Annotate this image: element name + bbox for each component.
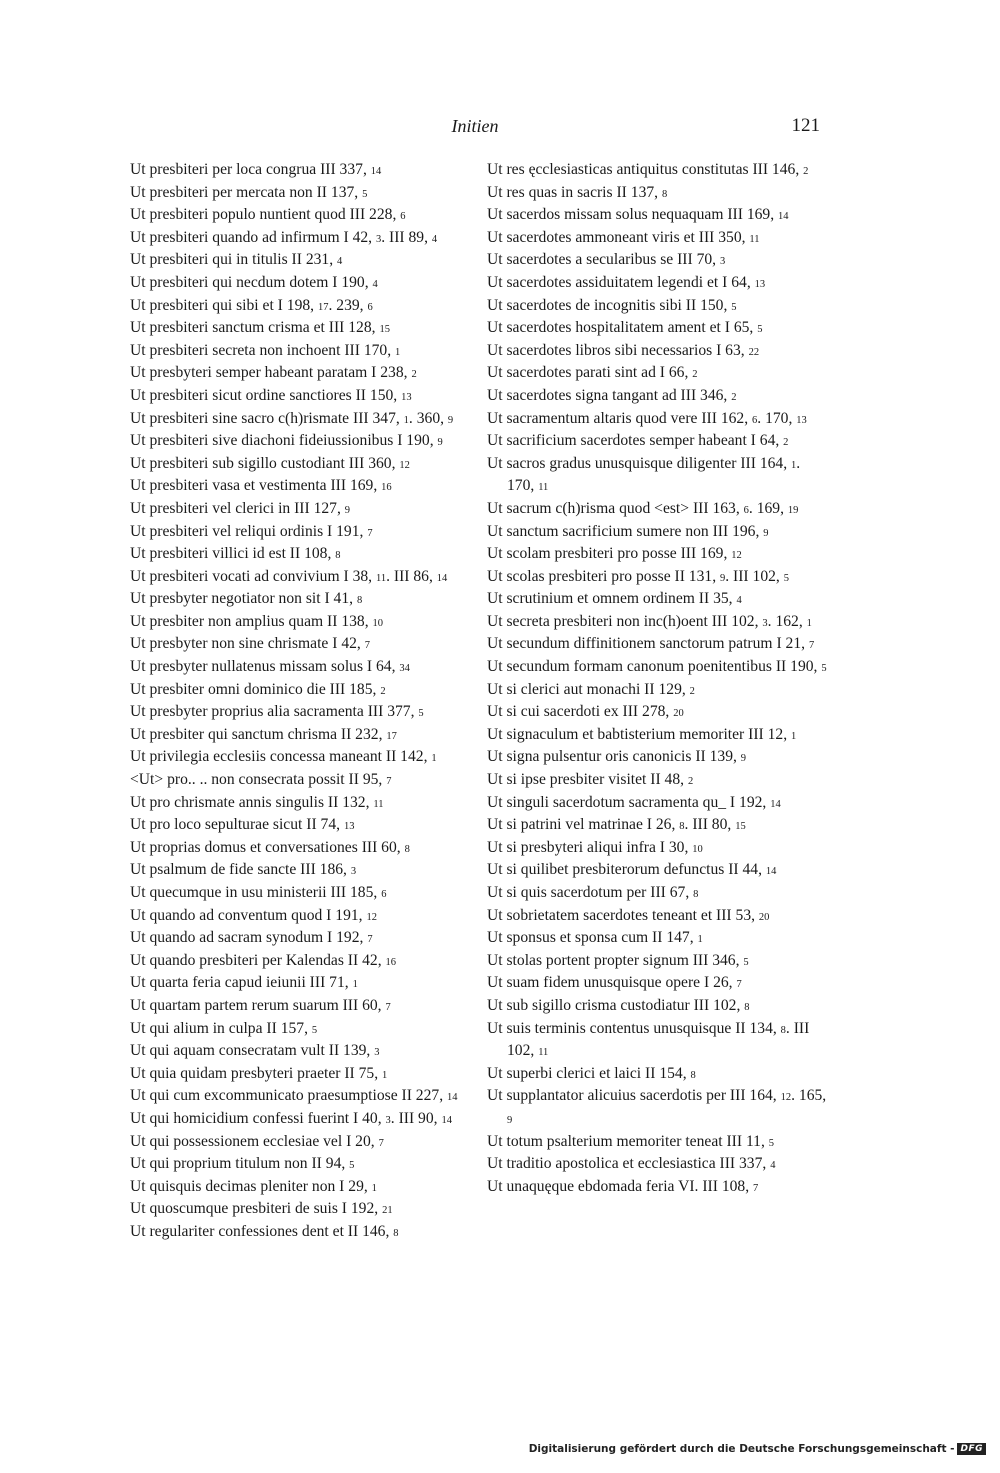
entry-line-number: 1 [431,753,437,765]
entry-text: Ut secundum diffinitionem sanctorum patrum I 21, [487,635,809,653]
entry-text: Ut sacerdotes libros sibi necessarios I 63, [487,341,749,359]
entry-line-number: 17 [317,301,329,313]
entry-text: Ut sacerdotes a secularibus se III 70, [487,251,720,269]
entry-line-number: 2 [783,437,789,449]
entry-text: <Ut> pro.. .. non consecrata possit II 95, [130,771,387,789]
entry-continuation: . 169, 19 [748,499,799,517]
index-entry [130,250,470,273]
entry-text: Ut res ęcclesiasticas antiquitus constitutas III 146, [487,161,804,178]
index-entry [130,928,470,951]
entry-line-number: 3 [375,233,382,245]
index-entry [487,1132,827,1155]
funding-text: Digitalisierung gefördert durch die Deutsche Forschungsgemeinschaft - [528,1443,955,1455]
entry-line-number: 12 [366,911,377,923]
index-entry [487,951,827,974]
entry-text: Ut si clerici aut monachi II 129, [487,680,690,698]
entry-line-number: 3 [719,256,726,268]
entry-text: Ut totum psalterium memoriter teneat III 11, [487,1132,769,1150]
index-column-right [487,160,827,1199]
entry-line-number: 1 [352,979,358,991]
entry-text: Ut sacros gradus unusquisque diligenter III 164, [487,454,792,472]
entry-text: Ut sacerdotes assiduitatem legendi et I 64, [487,273,755,291]
entry-line-number: 17 [386,730,397,742]
index-entry [487,409,827,432]
entry-line-number: 8 [690,1069,696,1081]
entry-line-number: 12 [731,550,742,562]
entry-continuation: . 170, 13 [757,409,807,427]
dfg-logo: DFG [957,1443,986,1455]
index-entry [487,860,827,883]
entry-line-number: 22 [748,346,760,358]
entry-text: Ut presbiter non amplius quam II 138, [130,612,373,630]
entry-text: Ut presbiteri populo nuntient quod III 228, [130,206,401,224]
entry-text: Ut sub sigillo crisma custodiatur III 102, [487,996,745,1014]
entry-continuation: . III 102, 5 [725,567,789,585]
index-entry [130,860,470,883]
entry-line-number: 1 [371,1182,377,1194]
index-entry [487,1177,827,1200]
index-entry [487,296,827,319]
entry-text: Ut si quis sacerdotum per III 67, [487,884,694,901]
index-entry [487,906,827,929]
entry-text: Ut qui aquam consecratam vult II 139, [130,1042,375,1060]
entry-text: Ut presbiteri vasa et vestimenta III 169, [130,477,382,495]
index-entry [487,680,827,703]
entry-text: Ut presbiteri per loca congrua III 337, [130,161,371,178]
entry-line-number: 7 [808,640,815,652]
entry-line-number: 1 [791,730,797,742]
entry-text: Ut quartam partem rerum suarum III 60, [130,996,386,1014]
index-entry [130,296,470,319]
entry-line-number: 1 [791,459,797,471]
entry-line-number: 12 [399,459,410,471]
entry-line-number: 2 [689,685,695,697]
entry-text: Ut quando presbiteri per Kalendas II 42, [130,951,386,969]
entry-line-number: 2 [803,166,809,177]
index-entry [130,454,470,477]
entry-text: Ut sacrificium sacerdotes semper habeant I 64, [487,432,784,450]
index-entry [487,250,827,273]
entry-text: Ut supplantator alicuius sacerdotis per III 164, [487,1087,781,1105]
entry-text: Ut scolas presbiteri pro posse II 131, [487,567,720,585]
entry-text: Ut sacramentum altaris quod vere III 162, [487,409,753,427]
entry-text: Ut stolas portent propter signum III 346, [487,951,744,969]
entry-text: Ut presbyteri semper habeant paratam I 238, [130,364,412,382]
entry-text: Ut secundum formam canonum poenitentibus II 190, [487,658,822,676]
entry-line-number: 11 [373,798,384,810]
entry-line-number: 5 [743,956,749,968]
index-entry [130,838,470,861]
entry-line-number: 2 [687,776,694,788]
entry-line-number: 1 [697,934,703,946]
index-entry [130,634,470,657]
entry-text: Ut sacerdotes signa tangant ad III 346, [487,386,732,404]
entry-text: Ut sacrum c(h)risma quod <est> III 163, [487,499,744,517]
entry-line-number: 2 [380,685,386,697]
entry-line-number: 9 [437,437,443,449]
entry-line-number: 4 [770,1160,776,1172]
index-entry [487,522,827,545]
entry-text: Ut sacerdos missam solus nequaquam III 169, [487,206,779,224]
index-entry [130,522,470,545]
entry-line-number: 10 [372,617,384,629]
index-entry [130,1041,470,1064]
index-entry [130,1132,470,1155]
index-entry [130,273,470,296]
entry-text: Ut proprias domus et conversationes III 60, [130,838,405,856]
entry-text: Ut presbiter qui sanctum chrisma II 232, [130,725,387,743]
entry-text: Ut si quilibet presbiterorum defunctus II 44, [487,861,766,879]
entry-line-number: 2 [692,369,698,381]
entry-continuation: . III 80, 15 [684,816,746,834]
entry-continuation: . 239, 6 [328,296,373,314]
entry-text: Ut signaculum et babtisterium memoriter III 12, [487,725,792,743]
index-entry [130,680,470,703]
entry-text: Ut secreta presbiteri non inc(h)oent III 102, [487,612,763,630]
entry-line-number: 8 [393,1227,399,1239]
entry-line-number: 7 [367,527,373,539]
entry-continuation: . 360, 9 [408,409,454,427]
entry-line-number: 8 [661,188,668,200]
entry-text: Ut sanctum sacrificium sumere non III 196, [487,522,764,540]
entry-continuation: . III 89, 4 [381,228,438,246]
entry-text: Ut signa pulsentur oris canonicis II 139, [487,748,741,766]
index-entry [130,1086,470,1109]
entry-line-number: 7 [736,979,742,991]
entry-text: Ut scrutinium et omnem ordinem II 35, [487,590,737,608]
running-header [130,112,820,142]
index-entry [130,1177,470,1200]
entry-line-number: 8 [356,595,363,607]
entry-text: Ut quarta feria capud ieiunii III 71, [130,974,353,992]
entry-text: Ut scolam presbiteri pro posse III 169, [487,545,732,563]
entry-line-number: 10 [692,843,703,855]
index-entry [487,1154,827,1177]
index-entry [130,725,470,748]
index-entry [487,928,827,951]
entry-text: Ut res quas in sacris II 137, [487,183,662,201]
entry-text: Ut sobrietatem sacerdotes teneant et III 53, [487,906,759,924]
entry-text: Ut presbiteri qui sibi et I 198, [130,296,318,314]
entry-text: Ut presbiteri sine sacro c(h)rismate III 347, [130,409,404,427]
entry-line-number: 13 [343,821,355,833]
index-entry [487,228,827,251]
entry-line-number: 3 [374,1047,380,1059]
entry-text: Ut presbyter nullatenus missam solus I 64, [130,658,400,676]
entry-line-number: 8 [335,550,341,562]
entry-text: Ut sacerdotes de incognitis sibi II 150, [487,296,732,314]
entry-text: Ut presbiteri sive diachoni fideiussionibus I 190, [130,432,438,450]
entry-line-number: 7 [367,934,373,946]
index-entry [487,205,827,228]
entry-line-number: 5 [821,663,827,675]
index-entry [487,454,827,499]
index-entry [487,431,827,454]
entry-text: Ut pro chrismate annis singulis II 132, [130,793,374,811]
index-entry [487,499,827,522]
index-entry [130,1064,470,1087]
index-entry [487,544,827,567]
entry-text: Ut presbiteri vel clerici in III 127, [130,499,345,517]
entry-line-number: 6 [743,504,749,516]
index-entry [130,205,470,228]
entry-text: Ut quecumque in usu ministerii III 185, [130,884,382,901]
entry-line-number: 11 [749,233,760,245]
index-entry [487,1019,827,1064]
entry-continuation: . III 90, 14 [390,1109,452,1127]
entry-text: Ut presbiteri vel reliqui ordinis I 191, [130,522,368,540]
entry-line-number: 8 [679,821,685,833]
entry-line-number: 5 [362,188,368,200]
index-entry [130,341,470,364]
index-entry [130,815,470,838]
entry-line-number: 15 [379,324,390,336]
entry-line-number: 3 [385,1114,391,1126]
entry-line-number: 20 [758,911,770,923]
entry-text: Ut quando ad sacram synodum I 192, [130,929,368,947]
entry-text: Ut presbiteri quando ad infirmum I 42, [130,228,376,246]
index-entry [487,634,827,657]
entry-line-number: 7 [385,1001,391,1013]
entry-continuation: . 162, 1 [767,612,812,630]
entry-line-number: 9 [763,527,769,539]
entry-text: Ut presbiter omni dominico die III 185, [130,680,381,698]
entry-line-number: 2 [411,369,417,381]
index-column-left [130,160,470,1245]
entry-line-number: 3 [350,866,357,878]
entry-text: Ut singuli sacerdotum sacramenta qu_ I 192, [487,793,771,811]
entry-text: Ut quia quidam presbyteri praeter II 75, [130,1064,383,1082]
entry-line-number: 13 [401,391,412,403]
index-entry [130,770,470,793]
entry-line-number: 8 [744,1001,750,1013]
entry-line-number: 6 [381,889,387,900]
entry-text: Ut suis terminis contentus unusquisque II 134, [487,1019,781,1037]
index-entry [487,973,827,996]
entry-text: Ut qui proprium titulum non II 94, [130,1155,350,1173]
index-entry [130,431,470,454]
index-entry [487,725,827,748]
entry-text: Ut presbiteri qui necdum dotem I 190, [130,273,373,291]
entry-line-number: 12 [780,1092,792,1104]
index-entry [487,183,827,206]
index-entry [130,363,470,386]
index-entry [487,567,827,590]
entry-line-number: 7 [386,776,392,788]
entry-line-number: 34 [399,663,410,675]
entry-text: Ut pro loco sepulturae sicut II 74, [130,816,344,834]
index-entry [487,883,827,906]
index-entry [130,702,470,725]
entry-text: Ut presbiteri villici id est II 108, [130,545,336,563]
entry-line-number: 8 [693,889,699,900]
index-entry [130,657,470,680]
entry-text: Ut si ipse presbiter visitet II 48, [487,771,688,789]
entry-line-number: 6 [400,211,406,223]
entry-line-number: 1 [382,1069,388,1081]
index-entry [130,1199,470,1222]
index-entry [130,747,470,770]
entry-text: Ut presbiteri sanctum crisma et III 128, [130,319,380,337]
index-entry [130,996,470,1019]
entry-line-number: 4 [337,256,343,268]
entry-line-number: 9 [344,504,351,516]
entry-line-number: 6 [752,414,758,426]
entry-text: Ut presbiteri vocati ad convivium I 38, [130,567,376,585]
entry-line-number: 9 [740,753,747,765]
entry-line-number: 16 [381,482,392,494]
entry-text: Ut suam fidem unusquisque opere I 26, [487,974,737,992]
entry-line-number: 8 [404,843,410,855]
index-entry [130,1109,470,1132]
entry-line-number: 14 [778,211,789,223]
index-entry [487,1086,827,1131]
index-entry [487,612,827,635]
entry-line-number: 4 [736,595,742,607]
entry-line-number: 11 [375,572,387,584]
index-entry [130,318,470,341]
entry-text: Ut regulariter confessiones dent et II 146, [130,1222,394,1240]
entry-text: Ut qui cum excommunicato praesumptiose II 227, [130,1087,447,1105]
entry-text: Ut unaquęque ebdomada feria VI. III 108, [487,1177,754,1195]
entry-line-number: 7 [378,1137,384,1149]
entry-line-number: 3 [762,617,768,629]
entry-line-number: 5 [757,324,763,336]
entry-text: Ut qui alium in culpa II 157, [130,1019,312,1037]
index-entry [130,183,470,206]
index-entry [487,838,827,861]
entry-text: Ut presbiteri qui in titulis II 231, [130,251,338,269]
entry-text: Ut sacerdotes ammoneant viris et III 350, [487,228,750,246]
entry-text: Ut presbyter negotiator non sit I 41, [130,590,357,608]
entry-line-number: 5 [311,1024,318,1036]
index-entry [130,793,470,816]
index-entry [130,951,470,974]
entry-line-number: 14 [447,1092,458,1104]
entry-text: Ut si patrini vel matrinae I 26, [487,816,680,834]
index-entry [487,793,827,816]
entry-text: Ut qui possessionem ecclesiae vel I 20, [130,1132,379,1150]
entry-text: Ut presbyter proprius alia sacramenta III 377, [130,703,419,721]
entry-text: Ut presbiteri sub sigillo custodiant III 360, [130,454,400,472]
entry-continuation: . III 102, 11 [507,1019,810,1060]
entry-text: Ut superbi clerici et laici II 154, [487,1064,691,1082]
index-entry [130,476,470,499]
index-entry [130,499,470,522]
entry-continuation: . III 86, 14 [386,567,448,585]
entry-line-number: 1 [395,346,401,358]
index-entry [487,341,827,364]
entry-text: Ut quando ad conventum quod I 191, [130,906,367,924]
entry-continuation: . 165, 9 [507,1087,827,1126]
entry-line-number: 7 [753,1182,759,1194]
running-title: Initien [451,116,499,136]
entry-continuation: . 170, 11 [507,454,801,495]
entry-text: Ut presbiteri secreta non inchoent III 170, [130,341,396,359]
index-entry [130,612,470,635]
index-entry [487,815,827,838]
index-entry [130,1222,470,1245]
entry-text: Ut sponsus et sponsa cum II 147, [487,929,698,947]
entry-line-number: 13 [754,278,766,290]
entry-line-number: 14 [770,798,781,810]
index-entry [130,386,470,409]
entry-line-number: 8 [780,1024,786,1036]
entry-line-number: 5 [731,301,737,313]
entry-text: Ut presbiteri sicut ordine sanctiores II 150, [130,386,402,404]
index-entry [130,567,470,590]
entry-line-number: 2 [731,391,737,403]
entry-text: Ut traditio apostolica et ecclesiastica III 337, [487,1155,771,1173]
page-number: 121 [791,115,820,136]
entry-text: Ut sacerdotes hospitalitatem ament et I 65, [487,319,758,337]
entry-text: Ut psalmum de fide sancte III 186, [130,861,351,879]
index-entry [130,409,470,432]
entry-line-number: 14 [765,866,777,878]
index-entry [487,657,827,680]
entry-text: Ut qui homicidium confessi fuerint I 40, [130,1109,386,1127]
index-entry [487,747,827,770]
index-entry [487,318,827,341]
index-entry [130,973,470,996]
entry-line-number: 5 [768,1137,775,1149]
index-entry [130,883,470,906]
index-entry [130,1019,470,1042]
index-entry [130,160,470,183]
entry-text: Ut sacerdotes parati sint ad I 66, [487,364,693,382]
entry-line-number: 20 [673,708,684,720]
index-entry [487,273,827,296]
entry-text: Ut si cui sacerdoti ex III 278, [487,703,674,721]
entry-text: Ut quoscumque presbiteri de suis I 192, [130,1200,383,1218]
index-entry [487,363,827,386]
entry-line-number: 21 [382,1205,393,1217]
index-entry [487,996,827,1019]
entry-line-number: 14 [370,166,382,177]
entry-line-number: 9 [720,572,726,584]
entry-line-number: 1 [403,414,409,426]
entry-line-number: 5 [349,1160,355,1172]
index-entry [487,702,827,725]
entry-line-number: 16 [385,956,396,968]
entry-text: Ut privilegia ecclesiis concessa maneant II 142, [130,748,432,766]
index-entry [487,770,827,793]
entry-text: Ut presbyter non sine chrismate I 42, [130,635,365,653]
index-entry [130,589,470,612]
index-entry [130,1154,470,1177]
entry-line-number: 5 [418,708,424,720]
entry-text: Ut si presbyteri aliqui infra I 30, [487,838,693,856]
entry-text: Ut quisquis decimas pleniter non I 29, [130,1177,372,1195]
index-entry [130,228,470,251]
entry-text: Ut presbiteri per mercata non II 137, [130,183,363,201]
index-entry [130,906,470,929]
index-entry [487,1064,827,1087]
index-entry [487,589,827,612]
entry-line-number: 7 [364,640,370,652]
index-entry [487,386,827,409]
index-entry [487,160,827,183]
funding-footer [529,1443,986,1455]
entry-line-number: 4 [372,278,378,290]
index-entry [130,544,470,567]
